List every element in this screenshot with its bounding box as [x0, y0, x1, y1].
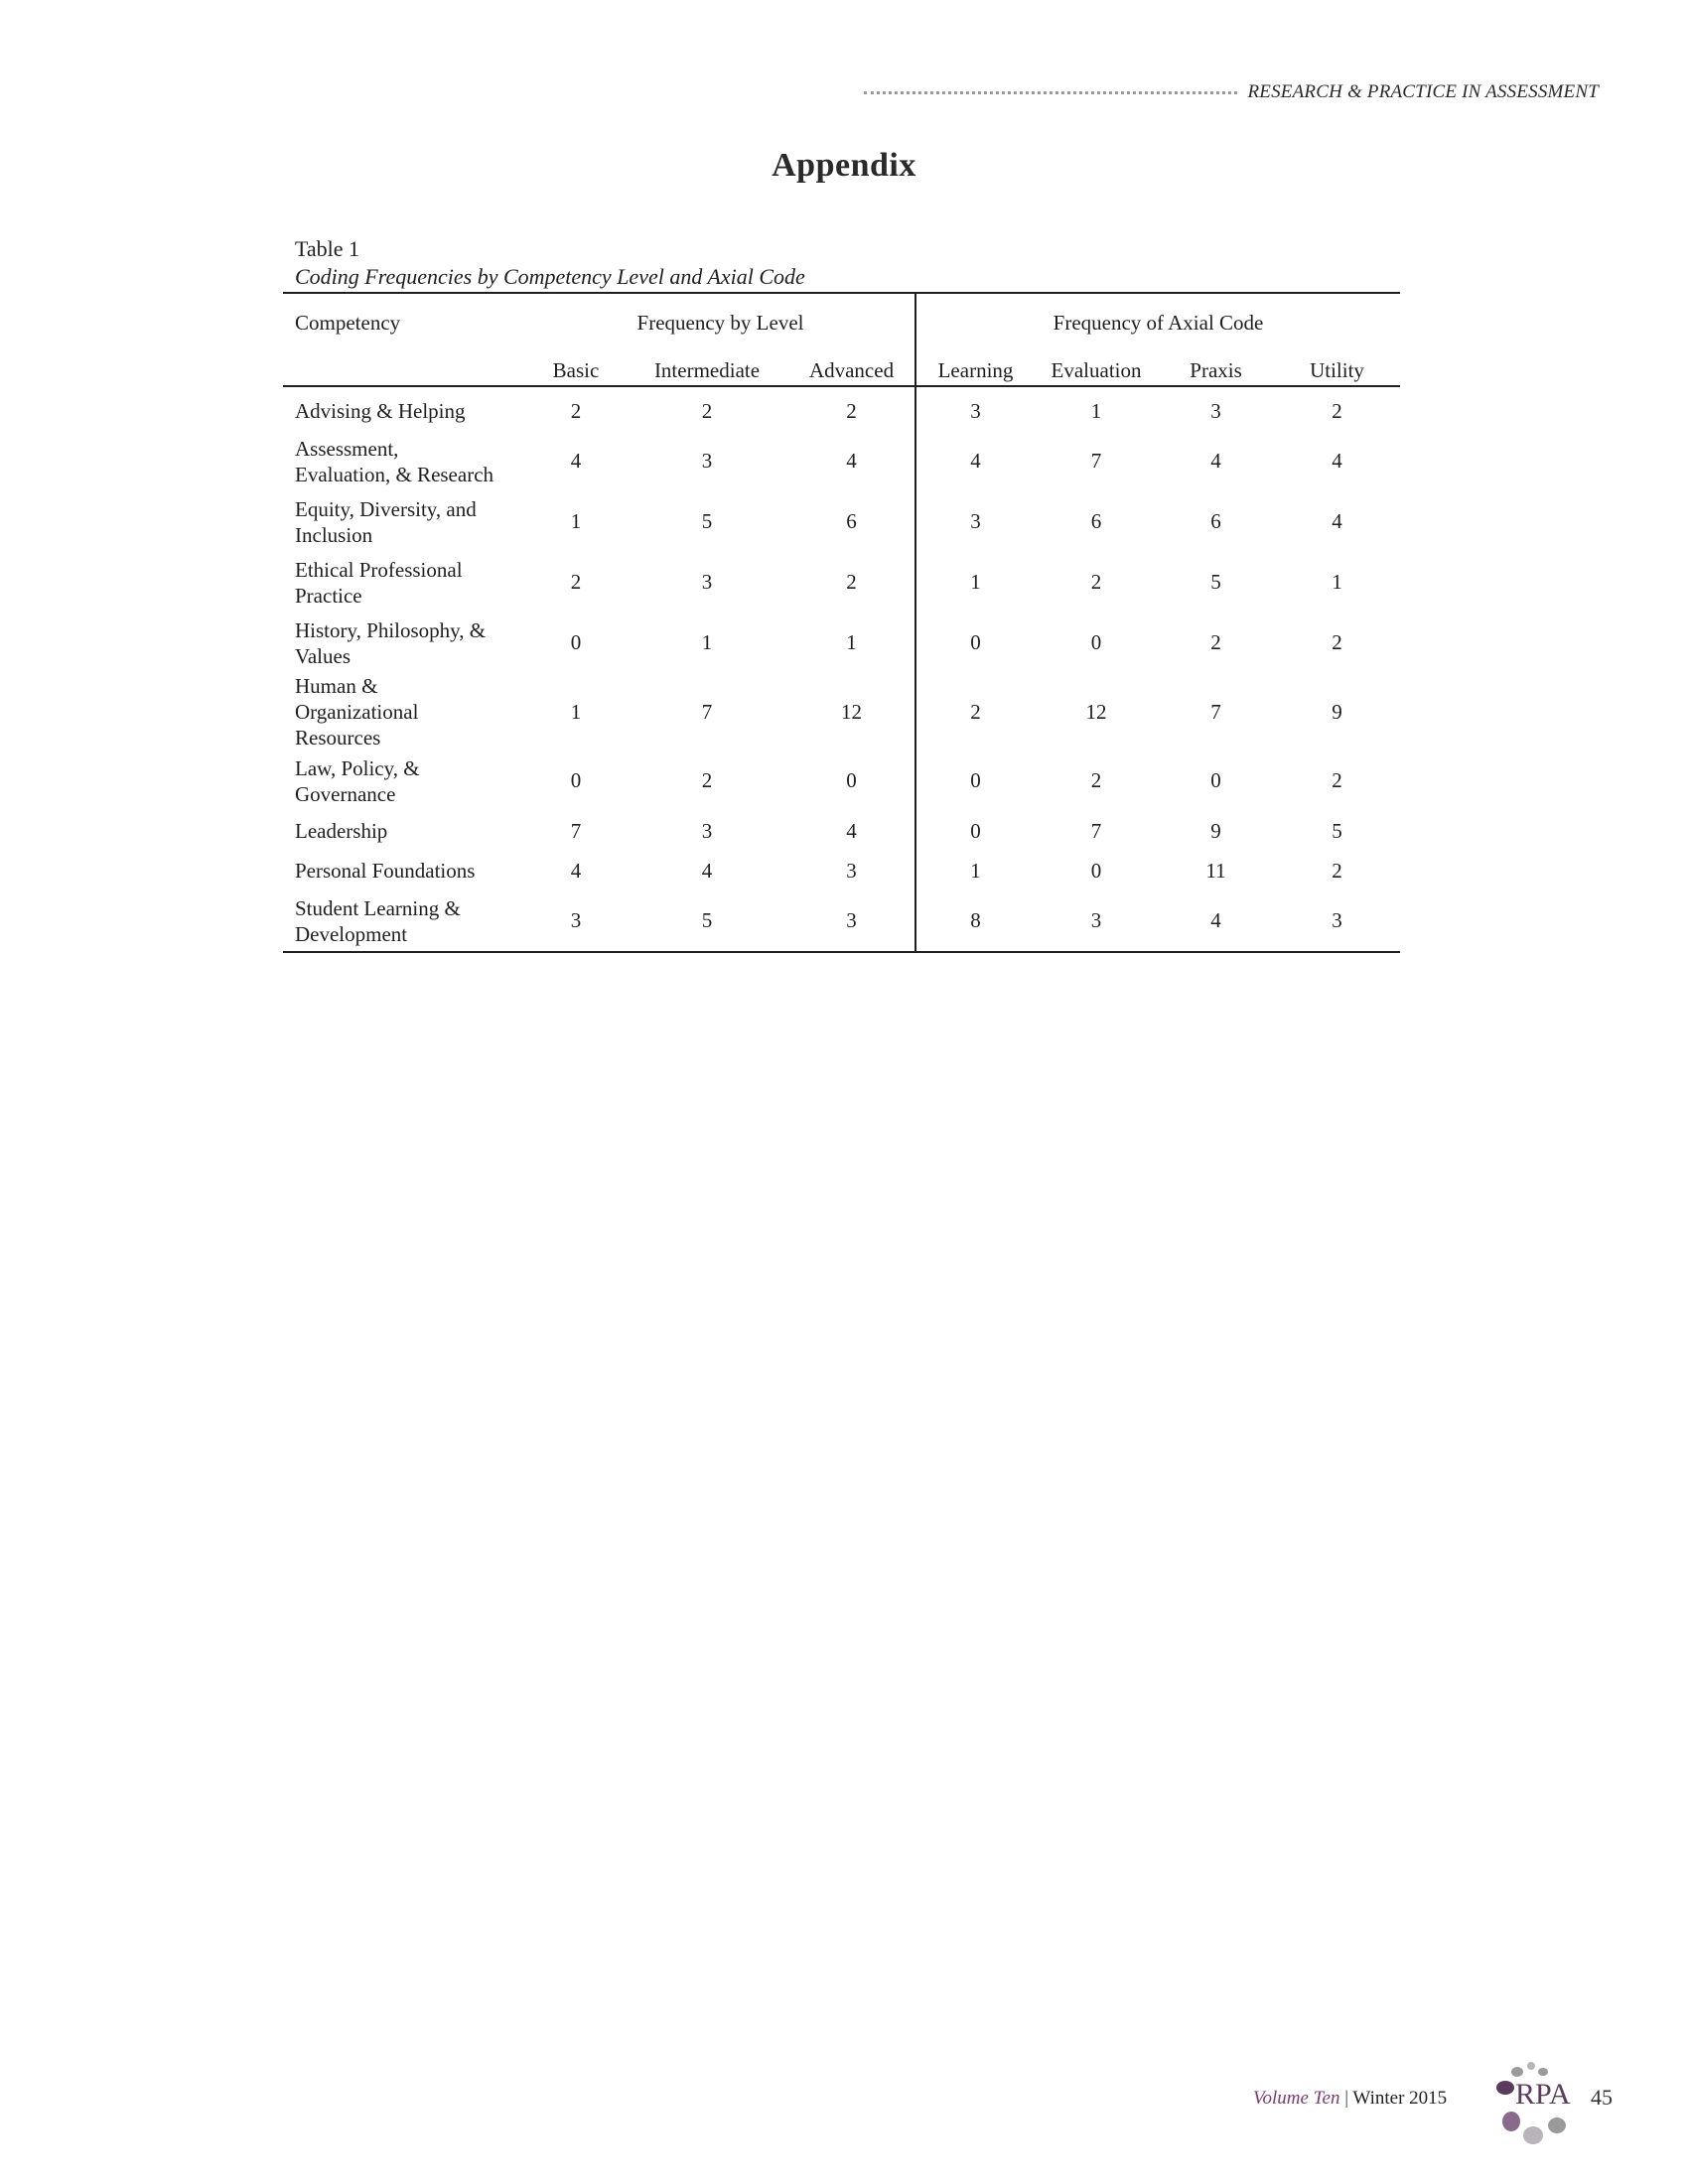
competency-name-line: Leadership: [295, 819, 388, 843]
cell-learning: 3: [915, 491, 1035, 552]
cell-praxis: 4: [1210, 449, 1221, 473]
logo-petal: [1511, 2067, 1523, 2077]
cell-utility: 9: [1332, 699, 1342, 724]
competency-name-line: Assessment,: [295, 436, 399, 461]
competency-name-line: Human &: [295, 674, 378, 698]
table-subheader-row: [283, 347, 1400, 386]
cell-basic: 0: [570, 630, 582, 654]
competency-name-line: Student Learning &: [295, 895, 461, 920]
table-row: [283, 386, 1400, 431]
cell-advanced: 0: [846, 768, 857, 792]
cell-intermediate: 5: [701, 908, 713, 932]
logo-petal: [1548, 2117, 1566, 2133]
logo-petal: [1523, 2126, 1543, 2144]
cell-basic: 1: [570, 509, 582, 533]
subheader-intermediate: Intermediate: [653, 358, 761, 382]
running-header-text: RESEARCH & PRACTICE IN ASSESSMENT: [1247, 81, 1599, 102]
row-competency-name: [283, 811, 526, 851]
cell-intermediate: 3: [701, 570, 713, 594]
cell-praxis: 3: [1210, 398, 1221, 423]
competency-name-line: Values: [295, 643, 351, 668]
cell-utility: 2: [1332, 768, 1342, 792]
header-blank: [283, 347, 526, 386]
cell-utility: 2: [1332, 630, 1342, 654]
cell-intermediate: 2: [701, 768, 713, 792]
cell-praxis: 7: [1210, 699, 1221, 724]
subheader-basic: Basic: [552, 358, 600, 382]
header-competency: Competency: [295, 310, 401, 335]
cell-basic: 3: [570, 908, 582, 932]
cell-advanced: 6: [846, 509, 857, 533]
table-row: [283, 613, 1400, 673]
cell-learning: 8: [915, 890, 1035, 952]
competency-name-line: Personal Foundations: [295, 859, 476, 883]
table-label: Table 1: [295, 236, 360, 261]
competency-name-line: Governance: [295, 781, 396, 806]
competency-name-line: Ethical Professional: [295, 557, 463, 582]
cell-advanced: 4: [846, 449, 857, 473]
cell-basic: 4: [570, 858, 582, 883]
competency-name-line: Inclusion: [295, 522, 373, 547]
cell-intermediate: 2: [701, 398, 713, 423]
footer-volume: [1253, 2088, 1447, 2110]
row-competency-name: [283, 673, 526, 751]
subheader-utility: Utility: [1310, 358, 1364, 382]
cell-basic: 7: [570, 818, 582, 843]
cell-evaluation: 2: [1090, 768, 1102, 792]
cell-learning: 3: [915, 386, 1035, 431]
cell-evaluation: 2: [1090, 570, 1102, 594]
cell-advanced: 4: [846, 818, 857, 843]
cell-basic: 2: [570, 570, 582, 594]
cell-evaluation: 1: [1090, 398, 1102, 423]
cell-advanced: 12: [841, 699, 862, 724]
table-row: [283, 811, 1400, 851]
cell-evaluation: 7: [1090, 818, 1102, 843]
footer-separator: |: [1339, 2088, 1353, 2109]
cell-learning: 0: [915, 613, 1035, 673]
cell-intermediate: 3: [701, 818, 713, 843]
cell-utility: 4: [1332, 509, 1342, 533]
competency-name-line: History, Philosophy, &: [295, 617, 487, 642]
table-row: [283, 431, 1400, 491]
table-group-header-row: [283, 293, 1400, 347]
header-frequency-by-level: Frequency by Level: [636, 310, 804, 335]
cell-utility: 4: [1332, 449, 1342, 473]
running-header: [864, 79, 1599, 105]
table-row: [283, 552, 1400, 613]
cell-advanced: 2: [846, 570, 857, 594]
cell-evaluation: 3: [1090, 908, 1102, 932]
cell-evaluation: 0: [1090, 630, 1102, 654]
table-row: [283, 491, 1400, 552]
table-row: [283, 890, 1400, 952]
row-competency-name: [283, 851, 526, 890]
cell-advanced: 3: [846, 908, 857, 932]
logo-petal: [1527, 2062, 1535, 2070]
row-competency-name: [283, 431, 526, 491]
row-competency-name: [283, 613, 526, 673]
competency-name-line: Development: [295, 921, 408, 946]
row-competency-name: [283, 890, 526, 952]
page-title: Appendix: [772, 147, 916, 184]
cell-intermediate: 7: [701, 699, 713, 724]
table-row: [283, 673, 1400, 751]
logo-petal: [1502, 2112, 1520, 2131]
cell-praxis: 2: [1210, 630, 1221, 654]
cell-intermediate: 5: [701, 509, 713, 533]
cell-utility: 1: [1332, 570, 1342, 594]
table-row: [283, 751, 1400, 811]
competency-name-line: Advising & Helping: [295, 399, 466, 423]
competency-name-line: Organizational: [295, 700, 419, 724]
cell-utility: 2: [1332, 858, 1342, 883]
competency-name-line: Evaluation, & Research: [295, 462, 494, 486]
subheader-learning: Learning: [915, 347, 1035, 386]
cell-utility: 3: [1332, 908, 1342, 932]
page-number: 45: [1591, 2085, 1613, 2110]
cell-praxis: 6: [1210, 509, 1221, 533]
cell-intermediate: 4: [701, 858, 713, 883]
cell-advanced: 1: [846, 630, 857, 654]
cell-learning: 4: [915, 431, 1035, 491]
cell-basic: 2: [570, 398, 582, 423]
cell-evaluation: 12: [1085, 699, 1107, 724]
cell-learning: 1: [915, 552, 1035, 613]
cell-praxis: 0: [1210, 768, 1221, 792]
cell-utility: 2: [1332, 398, 1342, 423]
table-container: [283, 292, 1400, 953]
cell-learning: 2: [915, 673, 1035, 751]
rpa-logo: [1487, 2060, 1587, 2149]
cell-basic: 4: [570, 449, 582, 473]
header-frequency-of-axial-code: Frequency of Axial Code: [915, 293, 1400, 347]
table-row: [283, 851, 1400, 890]
cell-intermediate: 3: [701, 449, 713, 473]
header-dotted-rule: [864, 91, 1237, 94]
cell-learning: 1: [915, 851, 1035, 890]
logo-text: RPA: [1515, 2078, 1571, 2111]
footer-season: Winter 2015: [1352, 2088, 1448, 2109]
competency-name-line: Resources: [295, 726, 381, 750]
logo-petal: [1538, 2068, 1548, 2076]
cell-learning: 0: [915, 751, 1035, 811]
competency-name-line: Practice: [295, 583, 362, 608]
row-competency-name: [283, 751, 526, 811]
footer-volume-name: Volume Ten: [1253, 2088, 1340, 2109]
cell-basic: 1: [570, 699, 582, 724]
competency-name-line: Law, Policy, &: [295, 755, 420, 780]
cell-basic: 0: [570, 768, 582, 792]
cell-learning: 0: [915, 811, 1035, 851]
subheader-advanced: Advanced: [808, 358, 895, 382]
logo-petal: [1496, 2081, 1514, 2095]
row-competency-name: [283, 491, 526, 552]
table-caption: Coding Frequencies by Competency Level and Axial Code: [295, 264, 805, 289]
row-competency-name: [283, 552, 526, 613]
cell-praxis: 4: [1210, 908, 1221, 932]
cell-intermediate: 1: [701, 630, 713, 654]
subheader-evaluation: Evaluation: [1051, 358, 1142, 382]
cell-praxis: 9: [1210, 818, 1221, 843]
cell-advanced: 3: [846, 858, 857, 883]
competency-name-line: Equity, Diversity, and: [295, 496, 477, 521]
table-body: [283, 386, 1400, 952]
cell-utility: 5: [1332, 818, 1342, 843]
cell-praxis: 11: [1205, 858, 1226, 883]
cell-evaluation: 6: [1090, 509, 1102, 533]
cell-praxis: 5: [1210, 570, 1221, 594]
frequency-table: [283, 292, 1400, 953]
row-competency-name: [283, 386, 526, 431]
cell-evaluation: 7: [1090, 449, 1102, 473]
cell-evaluation: 0: [1090, 858, 1102, 883]
subheader-praxis: Praxis: [1190, 358, 1242, 382]
cell-advanced: 2: [846, 398, 857, 423]
